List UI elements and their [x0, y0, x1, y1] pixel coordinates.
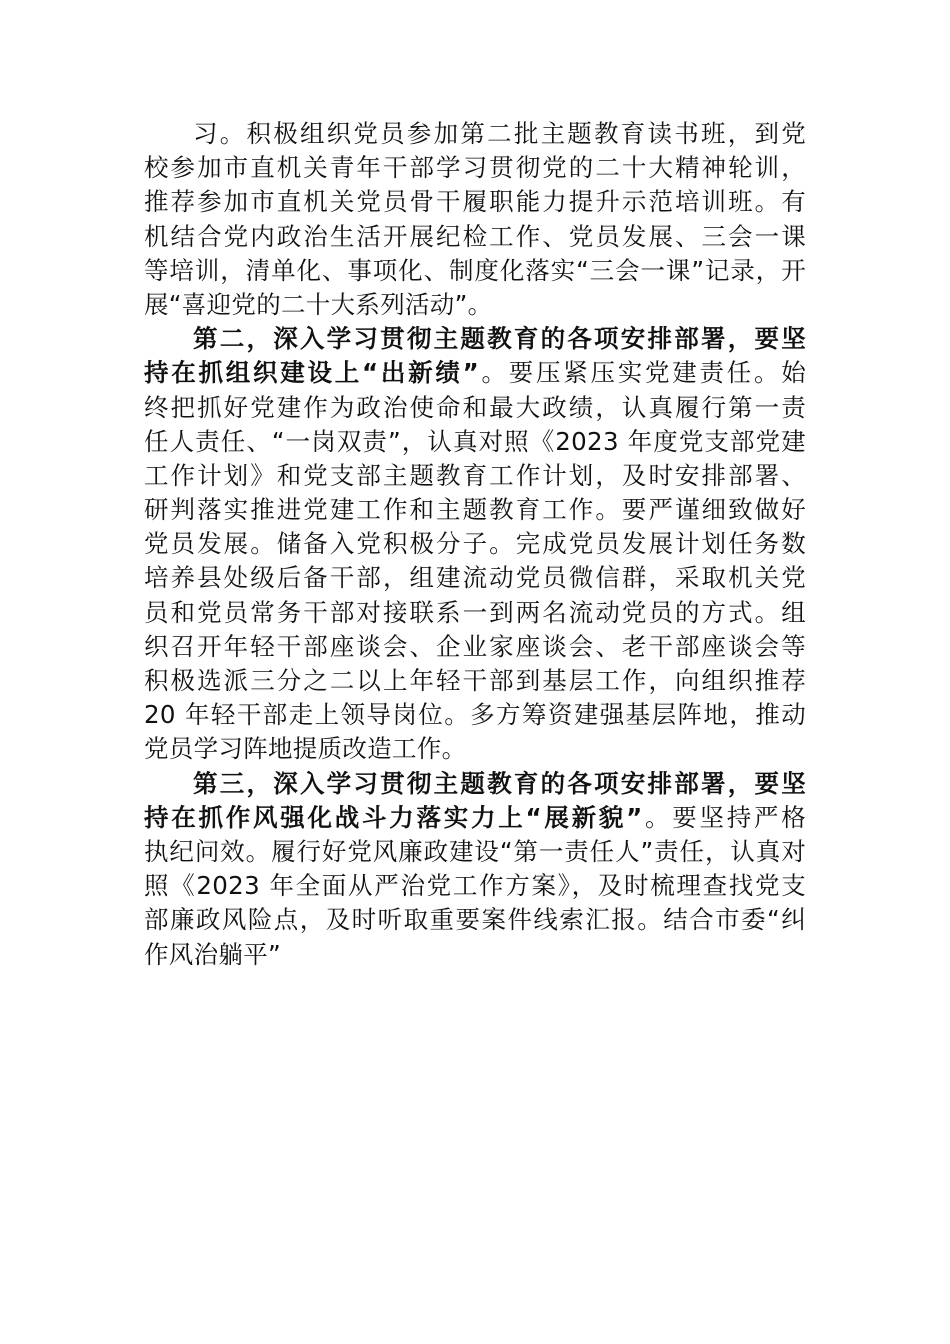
- text-line: 员和党员常务干部对接联系一到两名流动党员的方式。组: [144, 597, 806, 627]
- text-line: 织召开年轻干部座谈会、企业家座谈会、老干部座谈会等: [144, 631, 806, 661]
- paragraph-organization-building: [144, 322, 806, 766]
- text-line: 照《2023 年全面从严治党工作方案》，及时梳理查找党支: [144, 871, 806, 901]
- text-line: 党员发展。储备入党积极分子。完成党员发展计划任务数: [144, 529, 806, 559]
- section-heading-line: 第二，深入学习贯彻主题教育的各项安排部署，要坚: [193, 324, 806, 354]
- text-line: 展“喜迎党的二十大系列活动”。: [144, 289, 493, 319]
- text-line: 作风治躺平”: [144, 939, 281, 969]
- section-heading-line: 第三，深入学习贯彻主题教育的各项安排部署，要坚: [193, 768, 806, 798]
- text-line: 培养县处级后备干部，组建流动党员微信群，采取机关党: [144, 563, 806, 593]
- text-line: 积极选派三分之二以上年轻干部到基层工作，向组织推荐: [144, 666, 806, 695]
- text-line: 机结合党内政治生活开展纪检工作、党员发展、三会一课: [144, 221, 806, 251]
- text-line: 部廉政风险点，及时听取重要案件线索汇报。结合市委“纠: [144, 905, 806, 935]
- text-line: 工作计划》和党支部主题教育工作计划，及时安排部署、: [144, 460, 806, 490]
- document-body: [144, 117, 806, 972]
- text-line: 党员学习阵地提质改造工作。: [144, 734, 467, 764]
- text-line: 习。积极组织党员参加第二批主题教育读书班，到党: [193, 119, 806, 148]
- text-line: 持在抓组织建设上“出新绩”。要压紧压实党建责任。始: [144, 358, 806, 388]
- section-heading-tail: 持在抓作风强化战斗力落实力上“展新貌”: [144, 802, 643, 832]
- text-line: 研判落实推进党建工作和主题教育工作。要严谨细致做好: [144, 495, 806, 525]
- paragraph-work-style: [144, 767, 806, 972]
- text-line: 校参加市直机关青年干部学习贯彻党的二十大精神轮训，: [144, 153, 806, 183]
- text-line: 20 年轻干部走上领导岗位。多方筹资建强基层阵地，推动: [144, 700, 806, 730]
- text-line: 持在抓作风强化战斗力落实力上“展新貌”。要坚持严格: [144, 802, 806, 832]
- section-heading-tail: 持在抓组织建设上“出新绩”: [144, 358, 479, 388]
- text-line: 终把抓好党建作为政治使命和最大政绩，认真履行第一责: [144, 392, 806, 422]
- text-line: 等培训，清单化、事项化、制度化落实“三会一课”记录，开: [144, 255, 806, 285]
- text-line: 执纪问效。履行好党风廉政建设“第一责任人”责任，认真对: [144, 836, 806, 866]
- text-line: 推荐参加市直机关党员骨干履职能力提升示范培训班。有: [144, 187, 806, 217]
- paragraph-study-training: [144, 117, 806, 322]
- text-line: 任人责任、“一岗双责”，认真对照《2023 年度党支部党建: [144, 426, 806, 456]
